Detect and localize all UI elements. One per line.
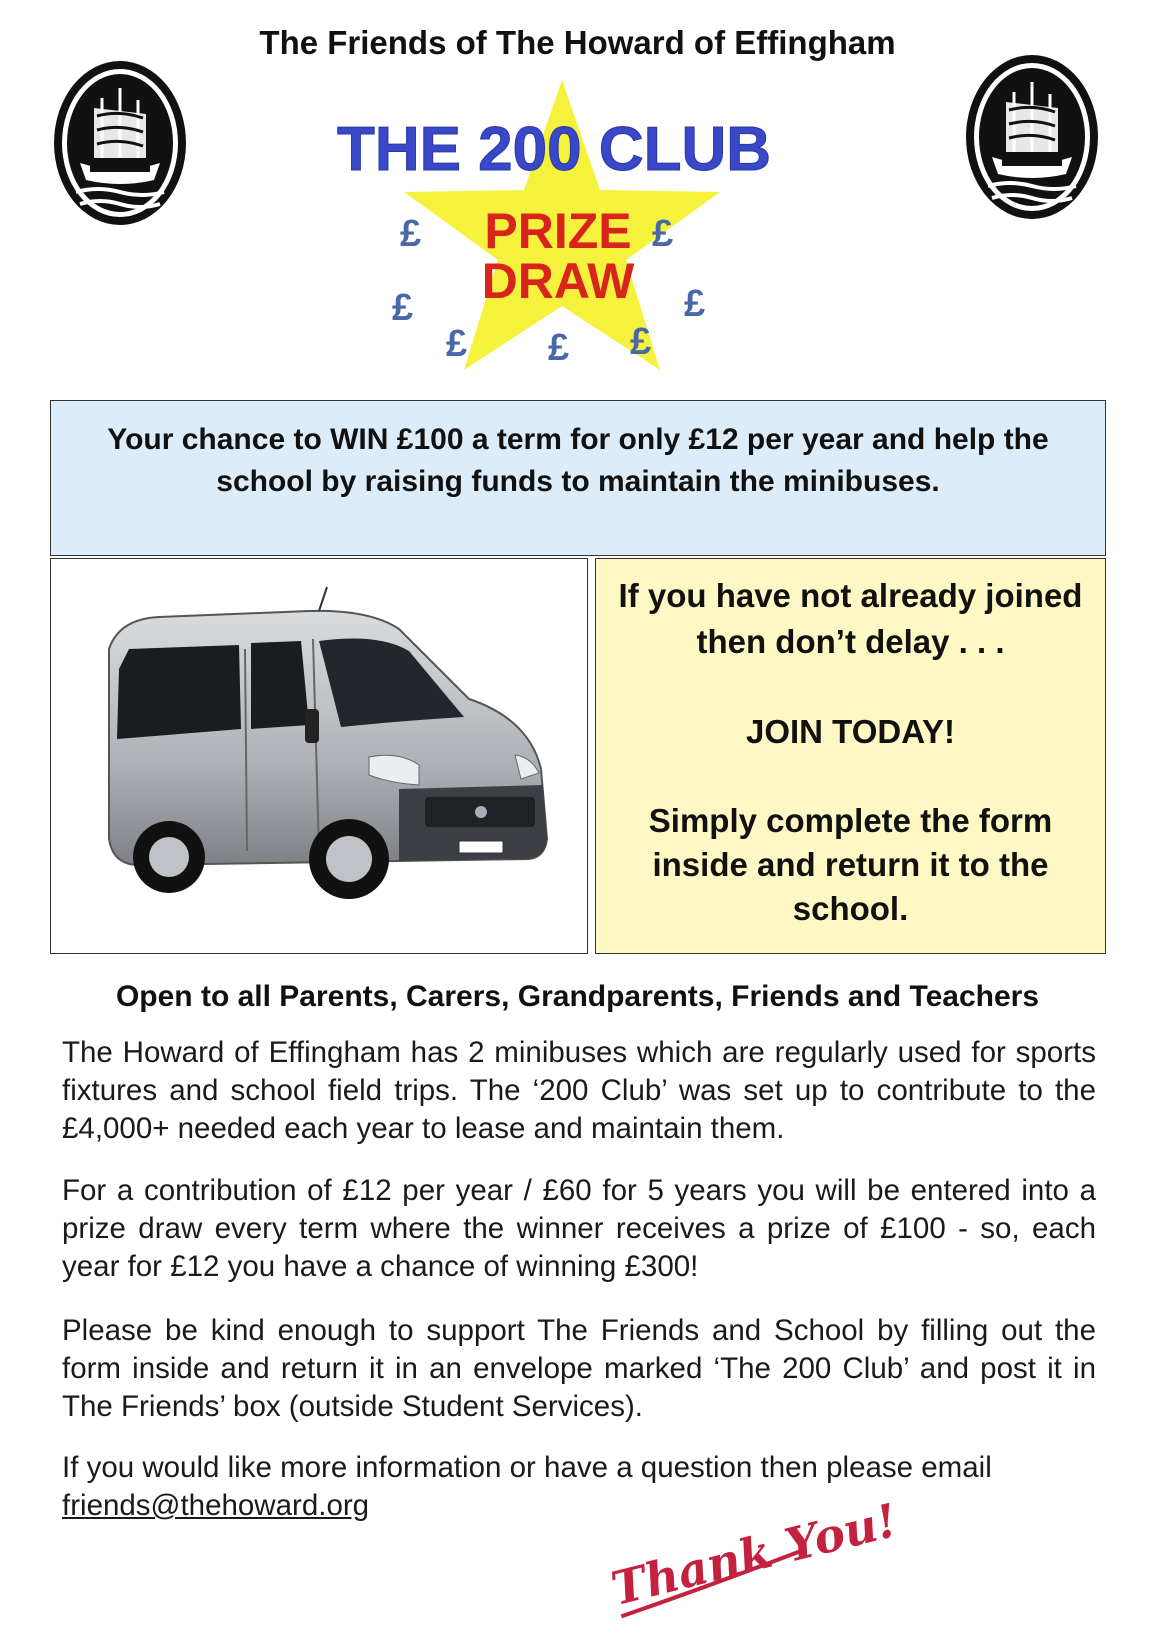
offer-banner <box>50 400 1106 556</box>
contact-text: If you would like more information or have a question then please email <box>62 1451 992 1484</box>
200-club-logo <box>330 70 810 400</box>
join-instruction: Simply complete the form inside and return it to the school. <box>648 802 1053 927</box>
thank-you-signoff <box>600 1488 903 1618</box>
ship-crest-icon <box>962 52 1102 222</box>
thank-you-text: Thank You! <box>606 1492 903 1616</box>
join-today-text: JOIN TODAY! <box>745 713 956 750</box>
pound-icon: £ <box>400 213 422 255</box>
pound-icon: £ <box>446 323 468 365</box>
eligibility-heading: Open to all Parents, Carers, Grandparents, Friends and Teachers <box>115 980 1040 1013</box>
pound-icon: £ <box>684 283 706 325</box>
ship-crest-icon <box>50 58 190 228</box>
pound-icon: £ <box>630 321 652 363</box>
join-intro: If you have not already joined then don’t delay . . . <box>618 577 1083 660</box>
minibus-image-box <box>50 558 588 954</box>
org-title: The Friends of The Howard of Effingham <box>259 24 896 61</box>
minibus-image <box>69 589 569 929</box>
pound-icon: £ <box>392 287 414 329</box>
pound-icon: £ <box>652 213 674 255</box>
logo-title: THE 200 CLUB <box>336 115 772 184</box>
join-box <box>595 558 1106 954</box>
paragraph-minibuses: The Howard of Effingham has 2 minibuses which are regularly used for sports fixtures and school field trips. The ‘200 Club’ was set up to contribute to the £4,000+ needed each year to lease and maintain them. <box>62 1036 1096 1145</box>
logo-draw: DRAW <box>481 253 635 309</box>
pound-icon: £ <box>548 327 570 369</box>
paragraph-contribution: For a contribution of £12 per year / £60 for 5 years you will be entered into a prize draw every term where the winner receives a prize of £100 - so, each year for £12 you have a chance of winning £300! <box>62 1174 1096 1283</box>
paragraph-support: Please be kind enough to support The Friends and School by filling out the form inside and return it in an envelope marked ‘The 200 Club’ and post it in The Friends’ box (outside Student Services). <box>62 1314 1096 1423</box>
paragraph-contact <box>62 1449 1096 1525</box>
email-link[interactable]: friends@thehoward.org <box>62 1489 370 1522</box>
offer-text: Your chance to WIN £100 a term for only £12 per year and help the school by raising funds to maintain the minibuses. <box>107 423 1049 498</box>
logo-prize: PRIZE <box>484 203 632 259</box>
